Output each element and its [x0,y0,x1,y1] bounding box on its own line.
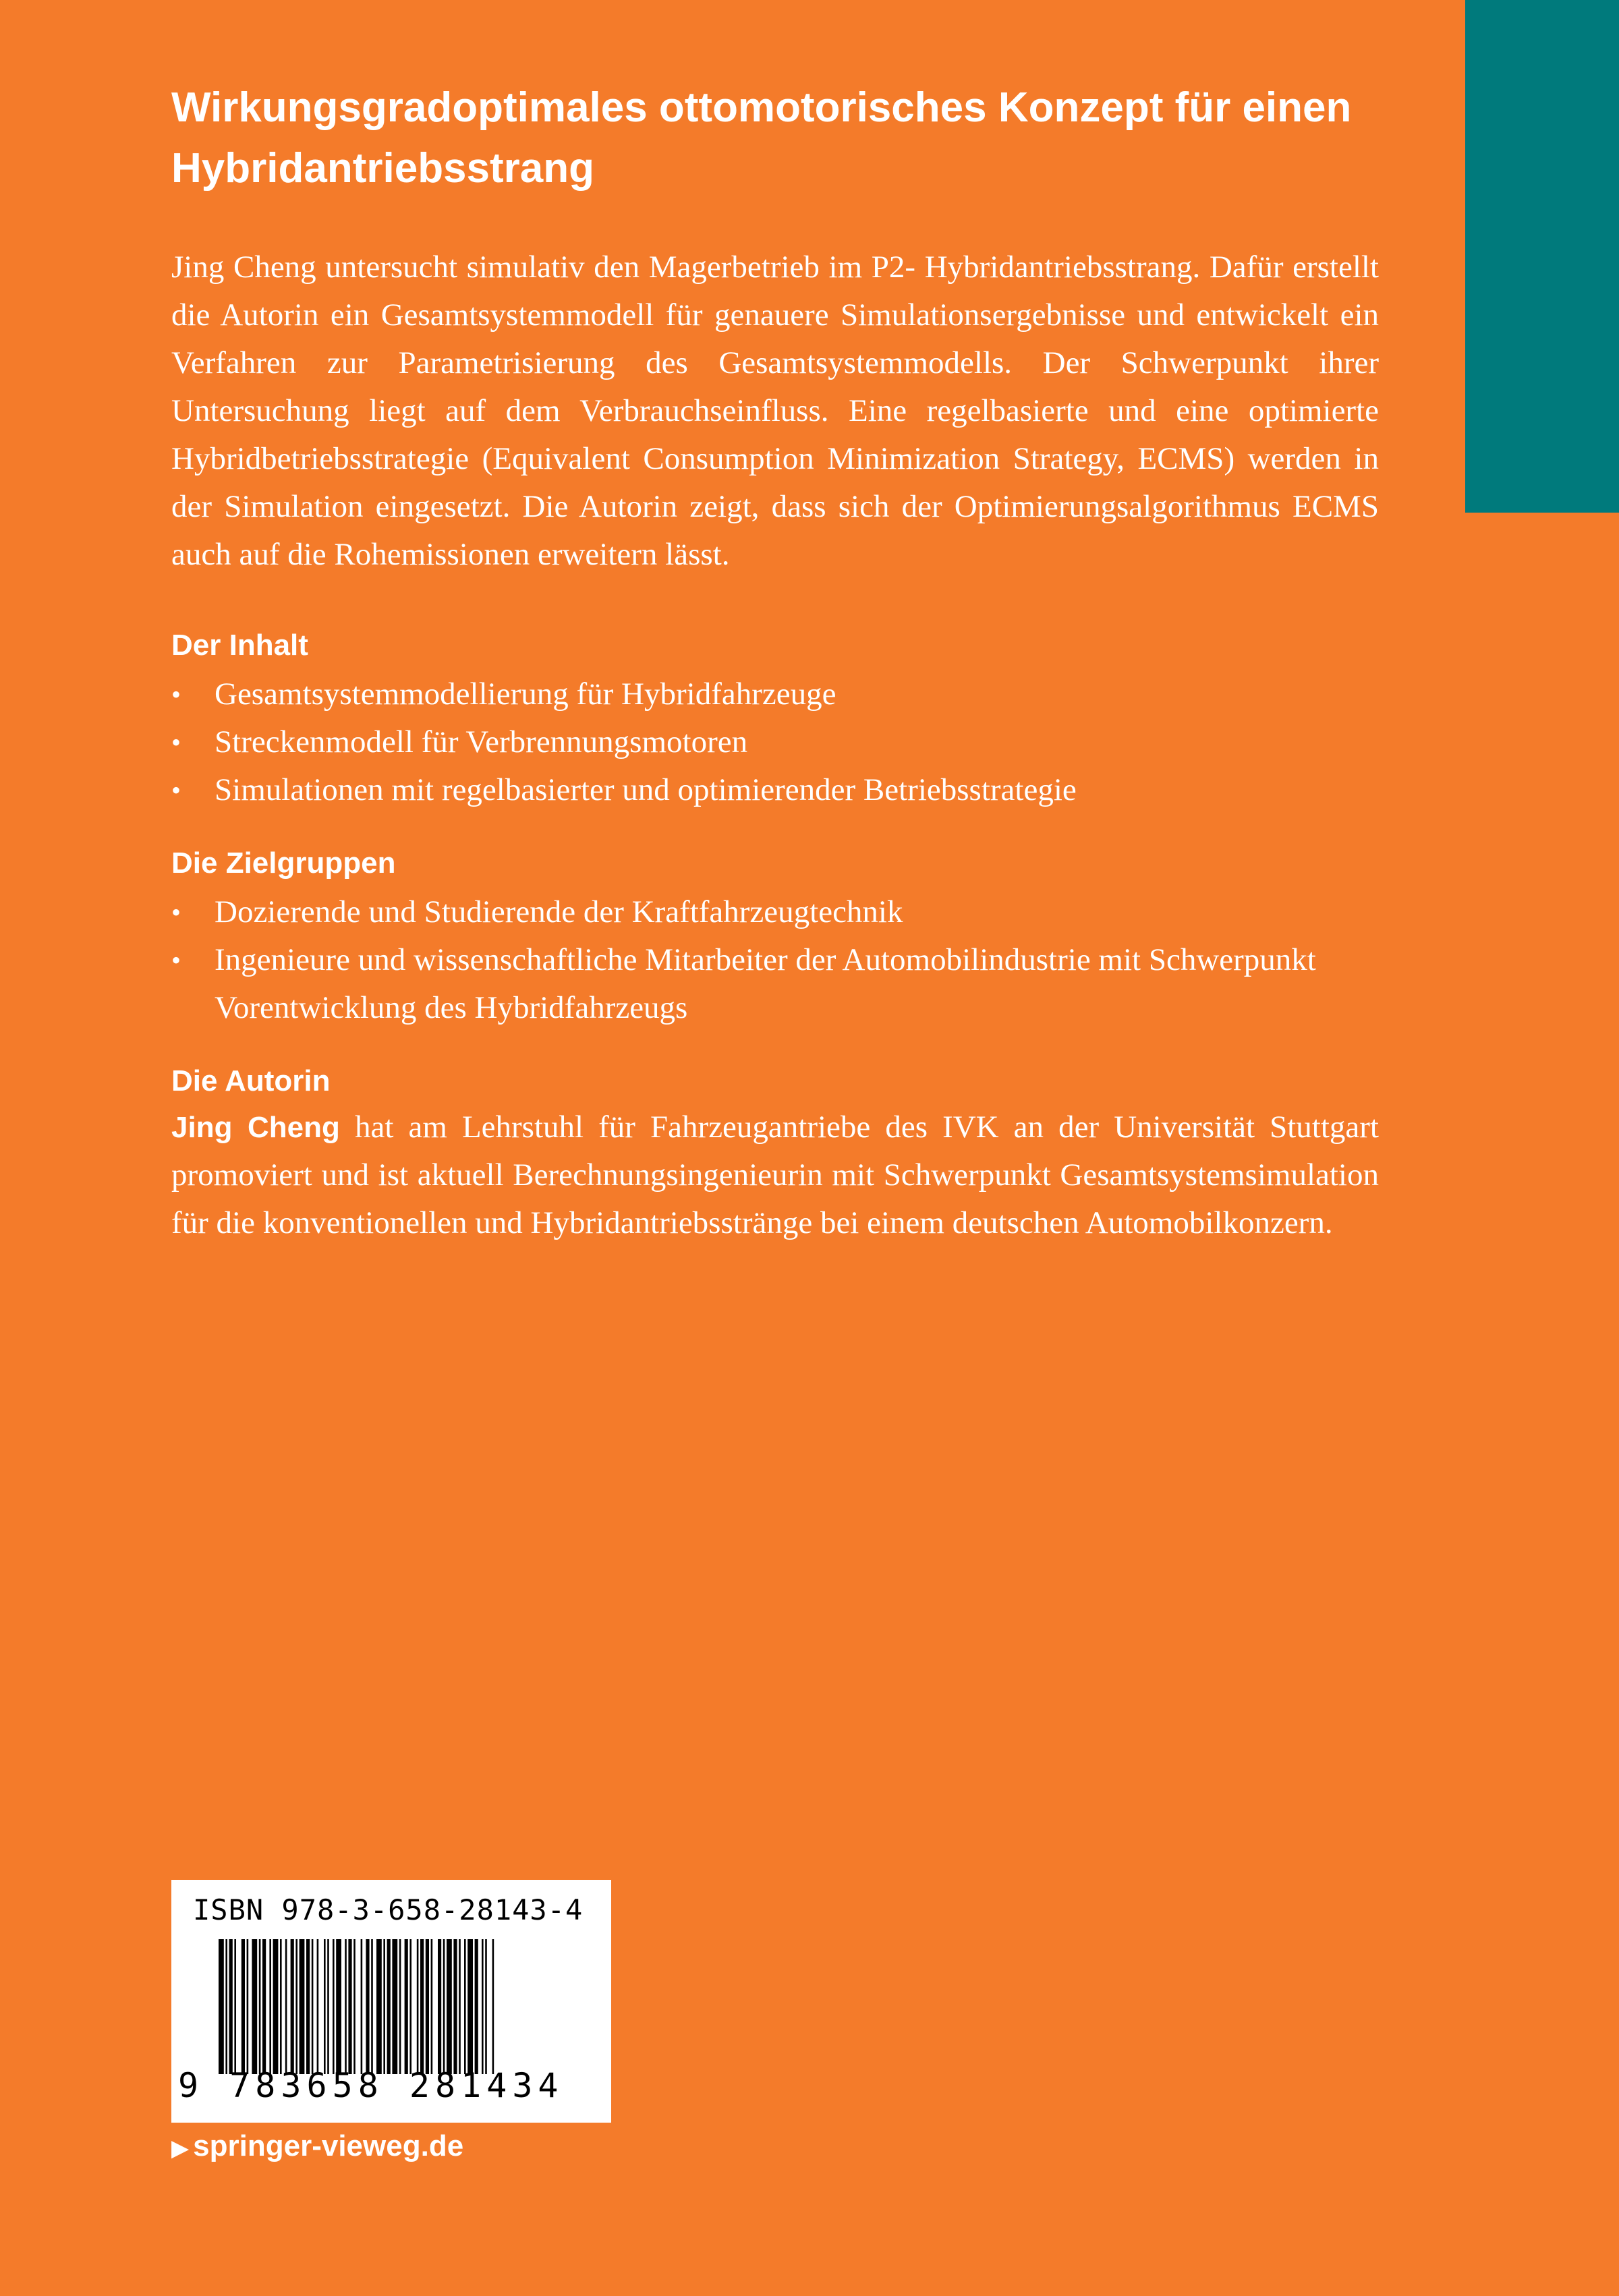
list-item [171,888,1379,936]
author-bio: hat am Lehrstuhl für Fahrzeugantriebe des IVK an der Universität Stuttgart promoviert und ist aktuell Berechnungsingenieurin mit Schwerpunkt Gesamtsystemsimulation für die konventionellen und Hybridantriebsstränge bei einem deutschen Automobilkonzern. [171,1110,1379,1240]
back-cover-content [171,78,1379,1247]
publisher-url: springer-vieweg.de [193,2129,464,2162]
bullet-icon: • [171,727,181,757]
bullet-icon: • [171,679,181,710]
list-item-text: Ingenieure und wissenschaftliche Mitarbeiter der Automobilindustrie mit Schwerpunkt Vorentwicklung des Hybridfahrzeugs [215,942,1316,1025]
list-item [171,936,1379,1032]
list-item-text: Simulationen mit regelbasierter und optimierender Betriebsstrategie [215,772,1077,807]
author-name: Jing Cheng [171,1111,340,1144]
section-heading-zielgruppen: Die Zielgruppen [171,846,396,880]
triangle-right-icon: ▶ [171,2135,190,2161]
section-heading-inhalt: Der Inhalt [171,629,308,662]
bullet-icon: • [171,775,181,805]
list-item-text: Gesamtsystemmodellierung für Hybridfahrzeuge [215,677,836,712]
book-title: Wirkungsgradoptimales ottomotorisches Konzept für einen Hybridantriebsstrang [171,84,1352,192]
teal-accent-tab [1465,0,1619,513]
author-paragraph [171,1103,1379,1247]
barcode-box [171,1880,611,2123]
intro-paragraph: Jing Cheng untersucht simulativ den Magerbetrieb im P2- Hybridantriebsstrang. Dafür erstellt die Autorin ein Gesamtsystemmodell für genauere Simulationsergebnisse und entwickelt ein Verfahren zur Parametrisierung des Gesamtsystemmodells. Der Schwerpunkt ihrer Untersuchung liegt auf dem Verbrauchseinfluss. Eine regelbasierte und eine optimierte Hybridbetriebsstrategie (Equivalent Consumption Minimization Strategy, ECMS) werden in der Simulation eingesetzt. Die Autorin zeigt, dass sich der Optimierungsalgorithmus ECMS auch auf die Rohemissionen erweitern lässt. [171,250,1379,572]
inhalt-list [171,670,1379,814]
list-item [171,718,1379,766]
zielgruppen-list [171,888,1379,1032]
list-item [171,766,1379,814]
bullet-icon: • [171,945,181,975]
publisher-link[interactable] [171,2129,463,2163]
bullet-icon: • [171,897,181,927]
isbn-label: ISBN 978-3-658-28143-4 [193,1893,584,1926]
barcode-digits: 9 783658 281434 [178,2066,564,2105]
barcode-icon [219,1939,569,2074]
list-item-text: Dozierende und Studierende der Kraftfahrzeugtechnik [215,894,903,929]
section-heading-autorin: Die Autorin [171,1064,331,1097]
list-item-text: Streckenmodell für Verbrennungsmotoren [215,724,748,759]
list-item [171,670,1379,718]
